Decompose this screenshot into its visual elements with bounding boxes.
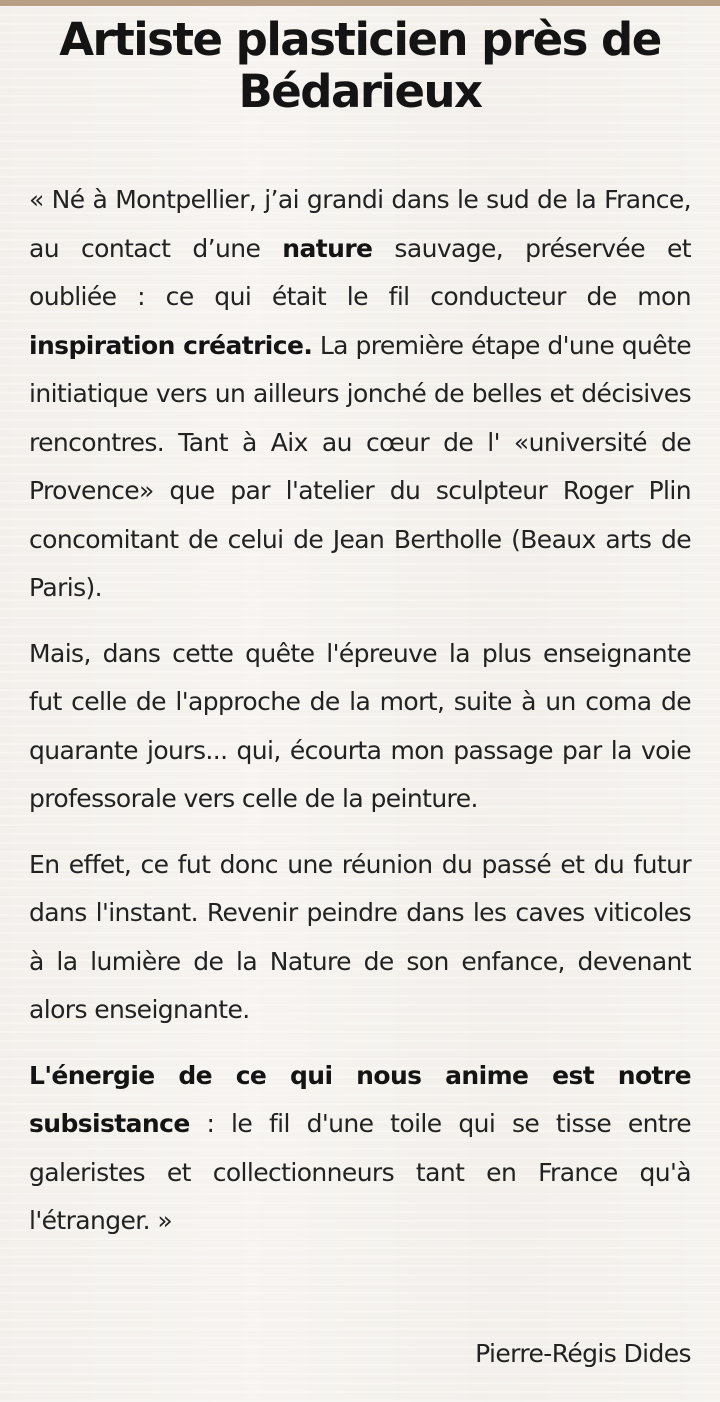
- paragraph-quest: Mais, dans cette quête l'épreuve la plus enseignante fut celle de l'approche de la mort, suite à un coma de quarante jours... qui, écourta mon passage par la voie professorale vers celle de la peinture.: [29, 638, 691, 813]
- emphasis-nature: nature: [282, 233, 373, 263]
- page-title-line-1: Artiste plasticien près de: [59, 13, 661, 66]
- page-title-line-2: Bédarieux: [238, 65, 482, 118]
- emphasis-energy: L'énergie de ce qui nous anime est notre subsistance: [29, 1060, 691, 1138]
- biography-text: [29, 176, 691, 1263]
- intro-text-1: « Né à Montpellier, j’ai grandi dans le sud de la France, au contact d’une: [29, 185, 691, 263]
- author-signature: Pierre-Régis Dides: [475, 1339, 691, 1368]
- emphasis-inspiration: inspiration créatrice.: [29, 330, 313, 360]
- intro-text-3: La première étape d'une quête initiatique vers un ailleurs jonché de belles et décisives rencontres. Tant à Aix au cœur de l' «université de Provence» que par l'atelier du sculpteur Roger Plin concomitant de celui de Jean Bertholle (Beaux arts de Paris).: [29, 330, 692, 602]
- energy-text: : le fil d'une toile qui se tisse entre galeristes et collectionneurs tant en France qu'à l'étranger. »: [29, 1109, 691, 1235]
- paragraph-energy: [29, 1052, 691, 1246]
- paragraph-intro: [29, 176, 691, 613]
- intro-text-2: sauvage, préservée et oubliée : ce qui était le fil conducteur de mon: [29, 233, 691, 311]
- page-title: [0, 14, 720, 118]
- paragraph-reunion: En effet, ce fut donc une réunion du passé et du futur dans l'instant. Revenir peindre dans les caves viticoles à la lumière de la Nature de son enfance, devenant alors enseignante.: [29, 849, 691, 1024]
